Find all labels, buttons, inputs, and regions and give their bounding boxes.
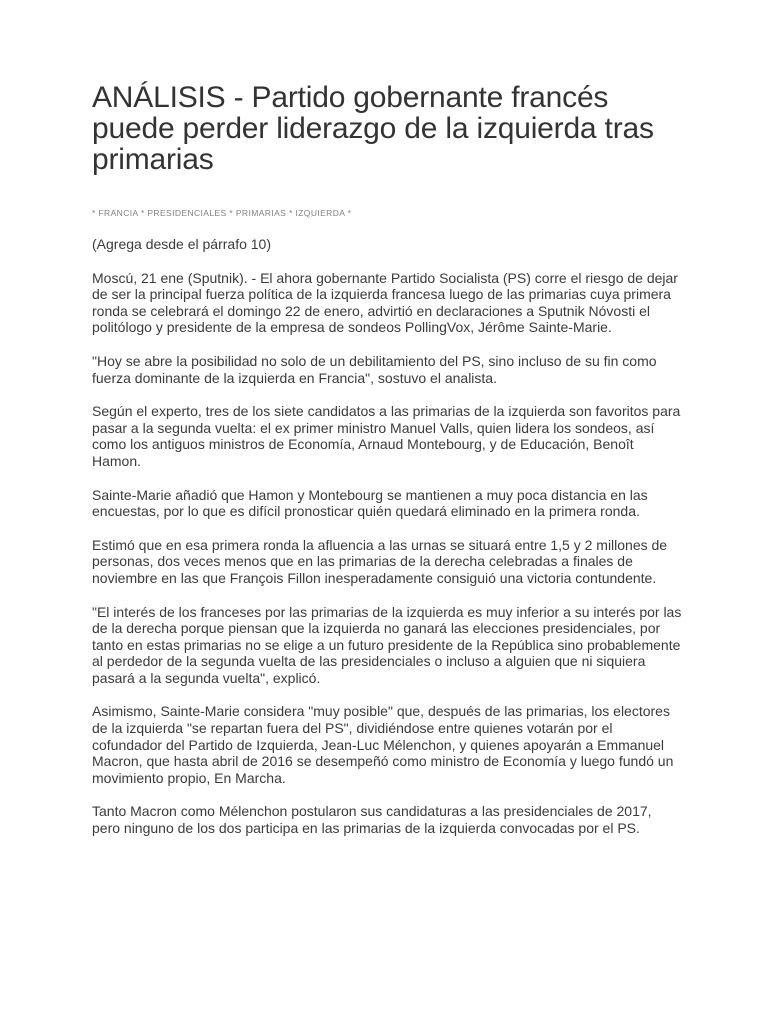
article-body — [92, 236, 682, 837]
article-paragraph: Tanto Macron como Mélenchon postularon sus candidaturas a las presidenciales de 2017, pero ninguno de los dos participa en las primarias de la izquierda convocadas por el PS. — [92, 803, 652, 837]
article-paragraph: Según el experto, tres de los siete candidatos a las primarias de la izquierda son favoritos para pasar a la segunda vuelta: el ex primer ministro Manuel Valls, quien lidera los sondeos, así como los antiguos ministros de Economía, Arnaud Montebourg, y de Educación, Benoît Hamon. — [92, 403, 681, 469]
article-paragraph: "El interés de los franceses por las primarias de la izquierda es muy inferior a su interés por las de la derecha porque piensan que la izquierda no ganará las elecciones presidenciales, por tanto en estas primarias no se elige a un futuro presidente de la República sino probablemente al perdedor de la segunda vuelta de las presidenciales o incluso a alguien que ni siquiera pasará a la segunda vuelta", explicó. — [92, 603, 682, 686]
article-paragraph: "Hoy se abre la posibilidad no solo de un debilitamiento del PS, sino incluso de su fin como fuerza dominante de la izquierda en Francia", sostuvo el analista. — [92, 352, 657, 386]
article-paragraph: Moscú, 21 ene (Sputnik). - El ahora gobernante Partido Socialista (PS) corre el riesgo de dejar de ser la principal fuerza política de la izquierda francesa luego de las primarias cuya primera ronda se celebrará el domingo 22 de enero, advirtió en declaraciones a Sputnik Nóvosti el politólogo y presidente de la empresa de sondeos PollingVox, Jérôme Sainte-Marie. — [92, 269, 678, 336]
article-paragraph: Sainte-Marie añadió que Hamon y Montebourg se mantienen a muy poca distancia en las encuestas, por lo que es difícil pronosticar quién quedará eliminado en la primera ronda. — [92, 486, 648, 520]
article-headline: ANÁLISIS - Partido gobernante francés puede perder liderazgo de la izquierda tras primarias — [92, 81, 654, 176]
article-paragraph: Asimismo, Sainte-Marie considera "muy posible" que, después de las primarias, los electores de la izquierda "se repartan fuera del PS", dividiéndose entre quienes votarán por el cofundador del Partido de Izquierda, Jean-Luc Mélenchon, y quienes apoyarán a Emmanuel Macron, que hasta abril de 2016 se desempeñó como ministro de Economía y luego fundó un movimiento propio, En Marcha. — [92, 703, 674, 786]
article-tags: * FRANCIA * PRESIDENCIALES * PRIMARIAS * IZQUIERDA * — [92, 208, 352, 218]
article-paragraph: (Agrega desde el párrafo 10) — [92, 236, 271, 252]
article — [92, 82, 682, 854]
article-paragraph: Estimó que en esa primera ronda la afluencia a las urnas se situará entre 1,5 y 2 millones de personas, dos veces menos que en las primarias de la derecha celebradas a finales de noviembre en las que François Fillon inesperadamente consiguió una victoria contundente. — [92, 536, 668, 586]
